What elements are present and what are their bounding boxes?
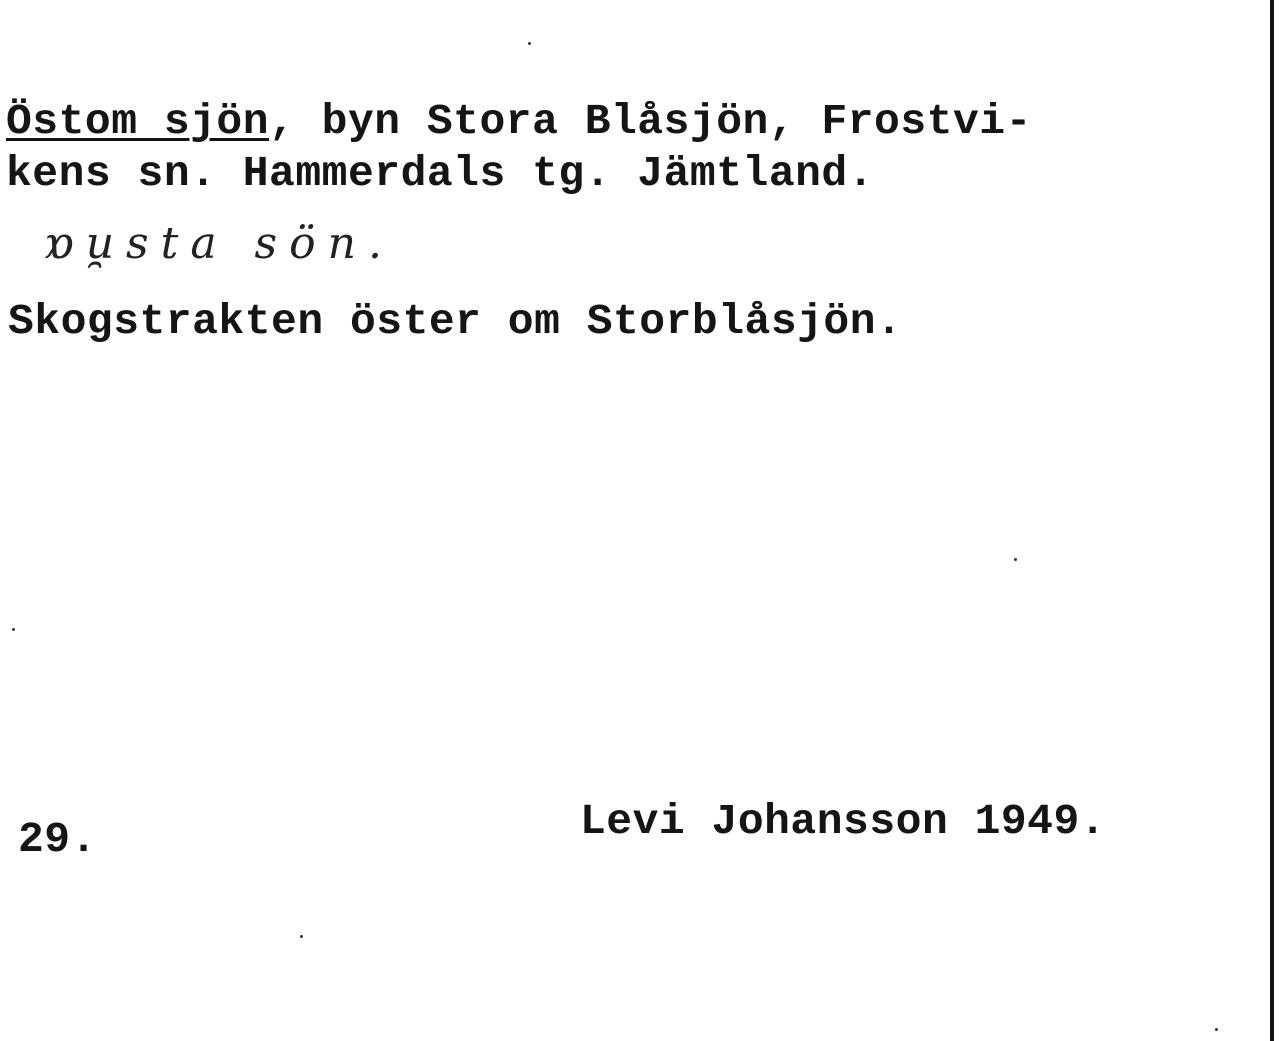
place-name-headword: Östom sjön	[6, 97, 270, 146]
ink-speck	[528, 42, 531, 45]
ink-speck	[1215, 1028, 1218, 1031]
entry-line-1	[6, 97, 1032, 146]
entry-location-text: , byn Stora Blåsjön, Frostvi-	[269, 97, 1032, 146]
ink-speck	[12, 628, 15, 631]
card-edge-line	[1270, 0, 1274, 1041]
entry-line-2: kens sn. Hammerdals tg. Jämtland.	[6, 149, 875, 198]
ink-speck	[300, 935, 303, 938]
place-description: Skogstrakten öster om Storblåsjön.	[8, 297, 903, 346]
handwritten-pronunciation: ɒu̯sta sön.	[44, 218, 394, 269]
ink-speck	[1014, 558, 1017, 561]
collector-signature: Levi Johansson 1949.	[580, 797, 1107, 846]
card-number: 29.	[18, 815, 97, 864]
